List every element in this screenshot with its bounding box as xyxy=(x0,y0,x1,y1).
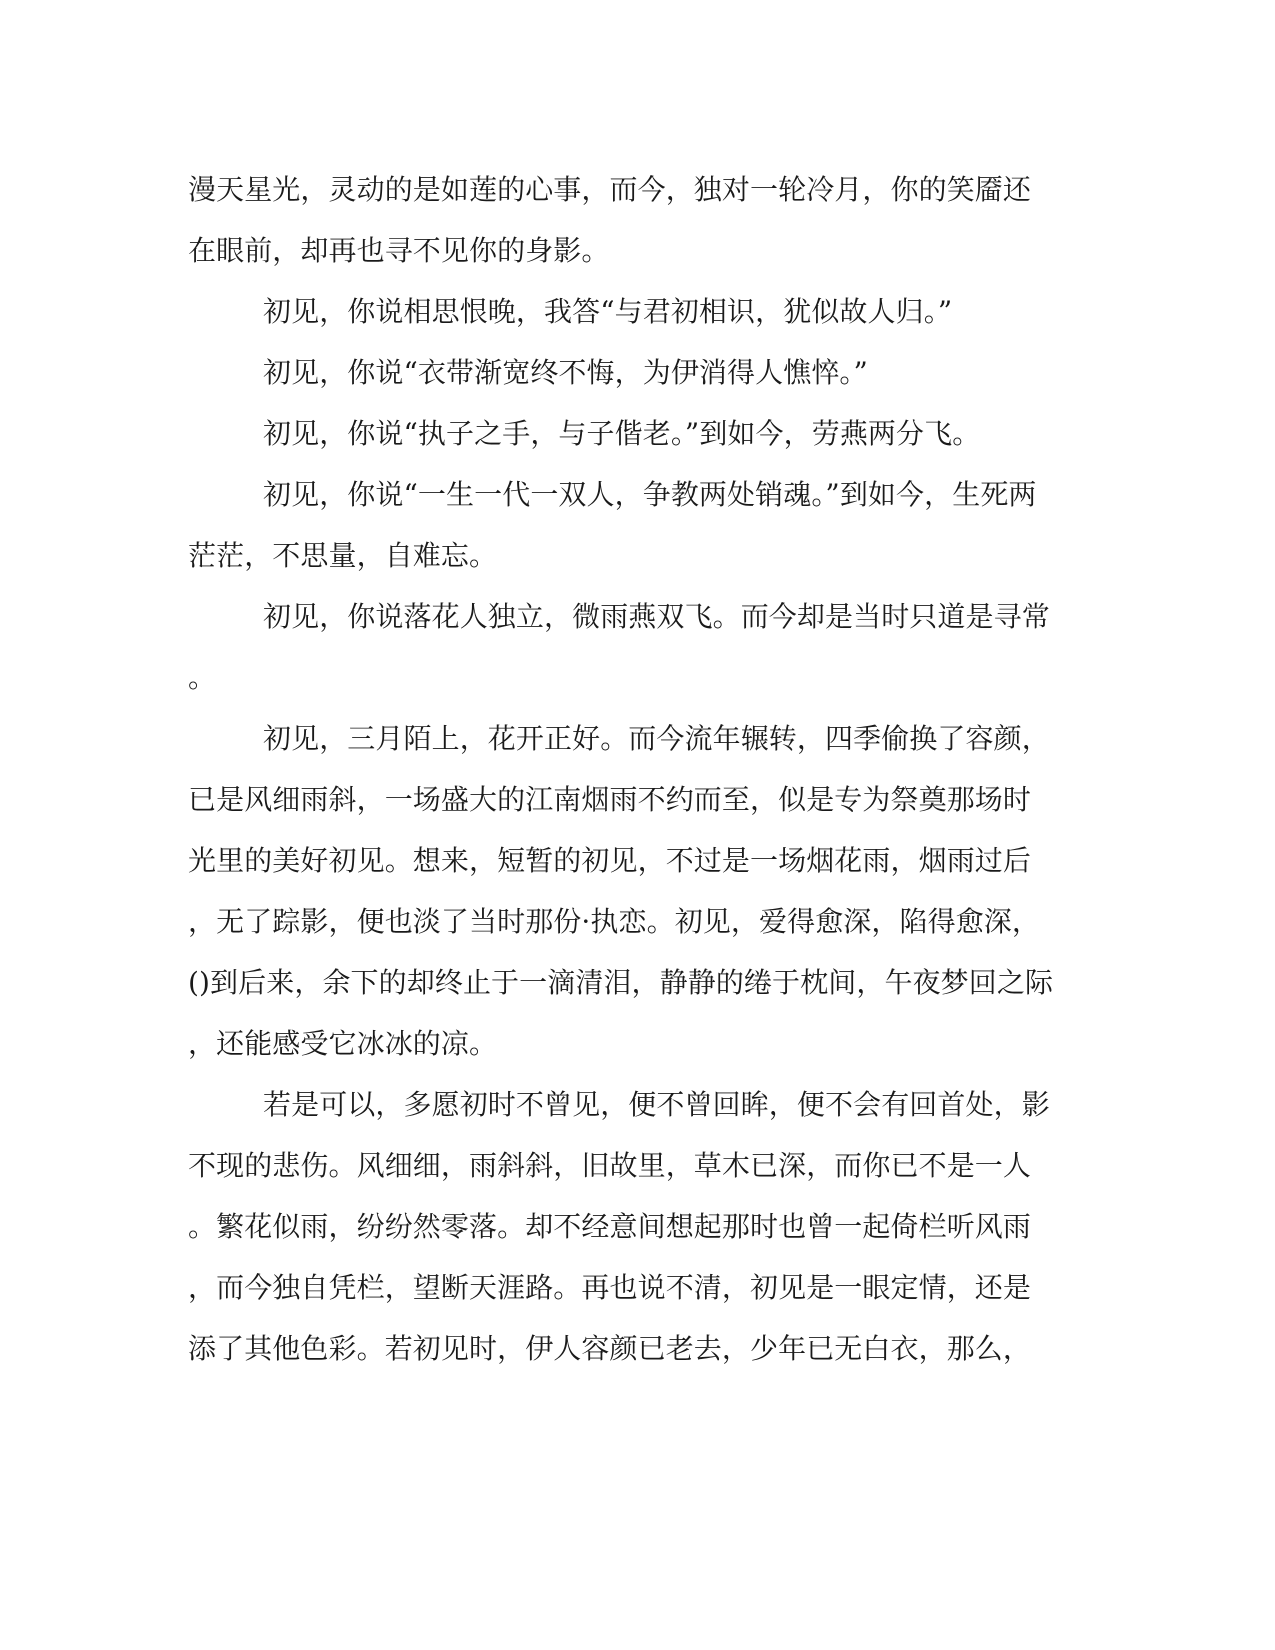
paragraph-line: 添了其他色彩。若初见时，伊人容颜已老去，少年已无白衣，那么， xyxy=(188,1332,1032,1365)
paragraph-line: ，而今独自凭栏，望断天涯路。再也说不清，初见是一眼定情，还是 xyxy=(188,1271,1032,1304)
paragraph-line: ，无了踪影，便也淡了当时那份·执恋。初见，爱得愈深，陷得愈深， xyxy=(188,905,1041,938)
paragraph-line: 初见，你说“执子之手，与子偕老。”到如今，劳燕两分飞。 xyxy=(263,417,981,450)
paragraph-line: 漫天星光，灵动的是如莲的心事，而今，独对一轮冷月，你的笑靥还 xyxy=(188,173,1032,206)
paragraph-line: 初见，你说相思恨晚，我答“与君初相识，犹似故人归。” xyxy=(263,295,953,328)
paragraph-line: ()到后来，余下的却终止于一滴清泪，静静的绻于枕间，午夜梦回之际 xyxy=(188,966,1054,999)
paragraph-line: 若是可以，多愿初时不曾见，便不曾回眸，便不会有回首处，影 xyxy=(263,1088,1050,1121)
paragraph-line: 初见，你说“一生一代一双人，争教两处销魂。”到如今，生死两 xyxy=(263,478,1037,511)
paragraph-line: 。繁花似雨，纷纷然零落。却不经意间想起那时也曾一起倚栏听风雨 xyxy=(188,1210,1032,1243)
paragraph-line: 在眼前，却再也寻不见你的身影。 xyxy=(188,234,610,267)
paragraph-line: 不现的悲伤。风细细，雨斜斜，旧故里，草木已深，而你已不是一人 xyxy=(188,1149,1032,1182)
document-body xyxy=(188,159,1088,1379)
paragraph-line: ，还能感受它冰冰的凉。 xyxy=(188,1027,498,1060)
paragraph-line: 初见，三月陌上，花开正好。而今流年辗转，四季偷换了容颜， xyxy=(263,722,1050,755)
paragraph-line: 茫茫，不思量，自难忘。 xyxy=(188,539,498,572)
paragraph-line: 。 xyxy=(188,661,217,694)
paragraph-line: 初见，你说“衣带渐宽终不悔，为伊消得人憔悴。” xyxy=(263,356,868,389)
paragraph-line: 初见，你说落花人独立，微雨燕双飞。而今却是当时只道是寻常 xyxy=(263,600,1050,633)
paragraph-line: 已是风细雨斜，一场盛大的江南烟雨不约而至，似是专为祭奠那场时 xyxy=(188,783,1032,816)
paragraph-line: 光里的美好初见。想来，短暂的初见，不过是一场烟花雨，烟雨过后 xyxy=(188,844,1032,877)
